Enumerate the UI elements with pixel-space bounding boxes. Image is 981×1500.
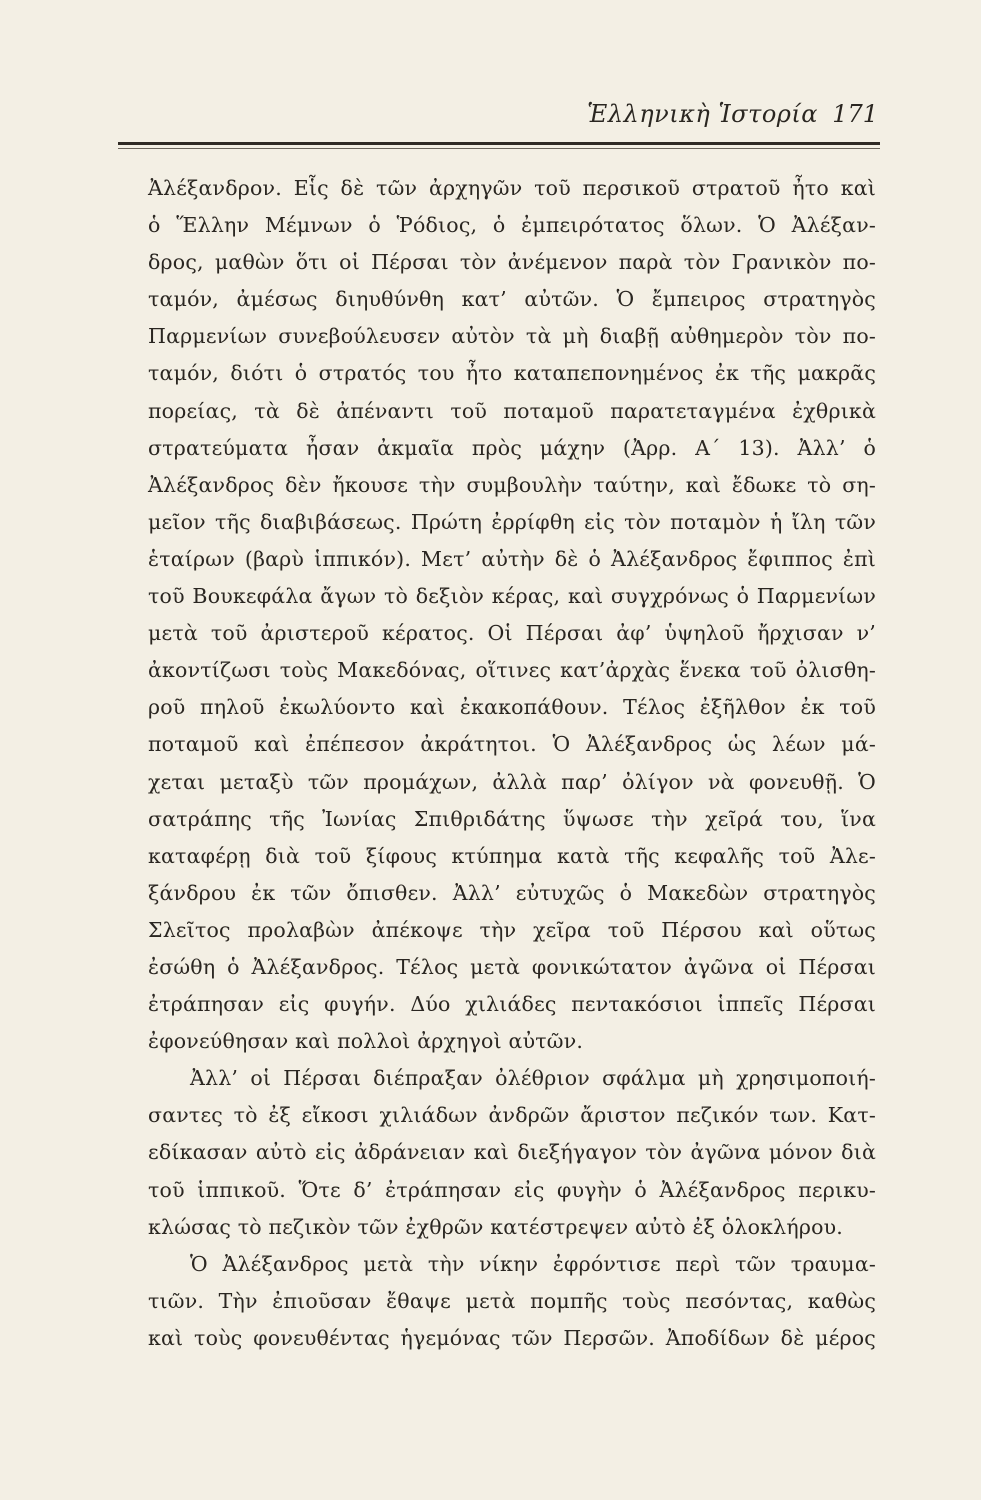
text-line: ἐτράπησαν εἰς φυγήν. Δύο χιλιάδες πεντακόσιοι ἱππεῖς Πέρσαι	[148, 992, 876, 1017]
text-line: μετὰ τοῦ ἀριστεροῦ κέρατος. Οἱ Πέρσαι ἀφ’ ὑψηλοῦ ἤρχισαν ν’	[148, 621, 876, 646]
text-line: Ἀλέξανδρον. Εἷς δὲ τῶν ἀρχηγῶν τοῦ περσικοῦ στρατοῦ ἦτο καὶ	[148, 176, 876, 200]
text-line: ἐσώθη ὁ Ἀλέξανδρος. Τέλος μετὰ φονικώτατον ἀγῶνα οἱ Πέρσαι	[148, 954, 876, 979]
text-line: ξάνδρου ἐκ τῶν ὄπισθεν. Ἀλλ’ εὐτυχῶς ὁ Μακεδὼν στρατηγὸς	[148, 880, 876, 905]
text-line: μεῖον τῆς διαβιβάσεως. Πρώτη ἐρρίφθη εἰς τὸν ποταμὸν ἡ ἴλη τῶν	[148, 509, 876, 534]
text-line: Ἀλλ’ οἱ Πέρσαι διέπραξαν ὀλέθριον σφάλμα μὴ χρησιμοποιή-	[190, 1066, 876, 1091]
text-line: ταμόν, ἀμέσως διηυθύνθη κατ’ αὐτῶν. Ὁ ἔμπειρος στρατηγὸς	[148, 287, 876, 312]
body-text	[148, 170, 876, 1357]
text-line: ποταμοῦ καὶ ἐπέπεσον ἀκράτητοι. Ὁ Ἀλέξανδρος ὡς λέων μά-	[148, 732, 876, 757]
text-line: Ἀλέξανδρος δὲν ἤκουσε τὴν συμβουλὴν ταύτην, καὶ ἔδωκε τὸ ση-	[148, 472, 876, 497]
text-line: ἐφονεύθησαν καὶ πολλοὶ ἀρχηγοὶ αὐτῶν.	[148, 1029, 584, 1054]
header-rule-thin	[118, 148, 880, 149]
text-line: στρατεύματα ἦσαν ἀκμαῖα πρὸς μάχην (Ἀρρ. Α΄ 13). Ἀλλ’ ὁ	[148, 435, 876, 460]
text-line: Ὁ Ἀλέξανδρος μετὰ τὴν νίκην ἐφρόντισε περὶ τῶν τραυμα-	[190, 1251, 876, 1276]
text-line: ἑταίρων (βαρὺ ἱππικόν). Μετ’ αὐτὴν δὲ ὁ Ἀλέξανδρος ἔφιππος ἐπὶ	[148, 546, 876, 571]
text-line: τιῶν. Τὴν ἐπιοῦσαν ἔθαψε μετὰ πομπῆς τοὺς πεσόντας, καθὼς	[148, 1288, 876, 1313]
text-line: κλώσας τὸ πεζικὸν τῶν ἐχθρῶν κατέστρεψεν αὐτὸ ἐξ ὁλοκλήρου.	[148, 1214, 844, 1239]
running-header-title: Ἑλληνικὴ Ἱστορία	[587, 100, 818, 128]
text-line: σατράπης τῆς Ἰωνίας Σπιθριδάτης ὕψωσε τὴν χεῖρά του, ἵνα	[148, 806, 876, 831]
text-line: ταμόν, διότι ὁ στρατός του ἦτο καταπεπονημένος ἐκ τῆς μακρᾶς	[148, 361, 876, 386]
running-header	[148, 100, 878, 136]
text-line: ὁ Ἕλλην Μέμνων ὁ Ῥόδιος, ὁ ἐμπειρότατος ὅλων. Ὁ Ἀλέξαν-	[148, 213, 876, 238]
text-line: σαντες τὸ ἐξ εἴκοσι χιλιάδων ἀνδρῶν ἄριστον πεζικόν των. Κατ-	[148, 1103, 876, 1128]
text-line: καταφέρῃ διὰ τοῦ ξίφους κτύπημα κατὰ τῆς κεφαλῆς τοῦ Ἀλε-	[148, 843, 876, 868]
text-line: εδίκασαν αὐτὸ εἰς ἀδράνειαν καὶ διεξήγαγον τὸν ἀγῶνα μόνον διὰ	[148, 1140, 876, 1165]
text-line: χεται μεταξὺ τῶν προμάχων, ἀλλὰ παρ’ ὀλίγον νὰ φονευθῇ. Ὁ	[148, 769, 876, 794]
text-line: δρος, μαθὼν ὅτι οἱ Πέρσαι τὸν ἀνέμενον παρὰ τὸν Γρανικὸν πο-	[148, 250, 876, 275]
text-line: ροῦ πηλοῦ ἐκωλύοντο καὶ ἐκακοπάθουν. Τέλος ἐξῆλθον ἐκ τοῦ	[148, 695, 876, 720]
text-line: ἀκοντίζωσι τοὺς Μακεδόνας, οἵτινες κατ’ἀρχὰς ἕνεκα τοῦ ὀλισθη-	[148, 658, 876, 683]
text-line: πορείας, τὰ δὲ ἀπέναντι τοῦ ποταμοῦ παρατεταγμένα ἐχθρικὰ	[148, 398, 876, 423]
text-line: τοῦ Βουκεφάλα ἄγων τὸ δεξιὸν κέρας, καὶ συγχρόνως ὁ Παρμενίων	[148, 584, 876, 609]
page-number: 171	[832, 100, 878, 128]
text-line: καὶ τοὺς φονευθέντας ἡγεμόνας τῶν Περσῶν. Ἀποδίδων δὲ μέρος	[148, 1325, 876, 1350]
text-line: τοῦ ἱππικοῦ. Ὅτε δ’ ἐτράπησαν εἰς φυγὴν ὁ Ἀλέξανδρος περικυ-	[148, 1177, 876, 1202]
text-line: Σλεῖτος προλαβὼν ἀπέκοψε τὴν χεῖρα τοῦ Πέρσου καὶ οὕτως	[148, 917, 876, 942]
text-line: Παρμενίων συνεβούλευσεν αὐτὸν τὰ μὴ διαβῇ αὐθημερὸν τὸν πο-	[148, 324, 876, 349]
header-rule	[118, 142, 880, 145]
